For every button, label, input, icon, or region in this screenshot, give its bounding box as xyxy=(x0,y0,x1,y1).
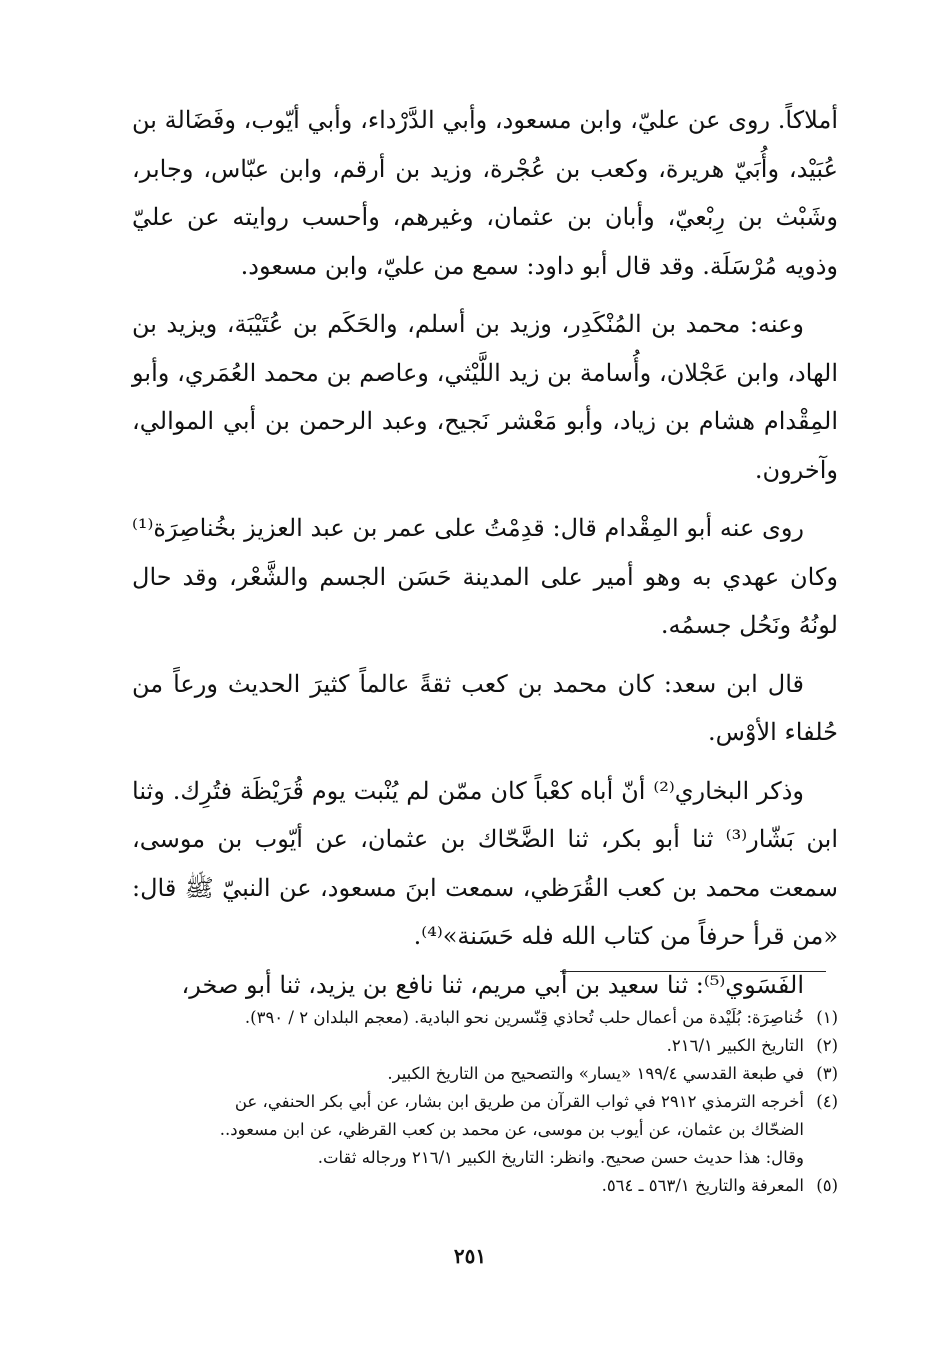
footnote-number: (١) xyxy=(816,1008,838,1027)
paragraph-ibn-saad: قال ابن سعد: كان محمد بن كعب ثقةً عالماً كثيرَ الحديث ورعاً من حُلفاء الأوْس. xyxy=(132,669,838,746)
page-number: ٢٥١ xyxy=(453,1244,487,1268)
footnote-5 xyxy=(132,1172,838,1200)
paragraph-abu-miqdam: روى عنه أبو المِقْدام قال: قدِمْتُ على عمر بن عبد العزيز بخُناصِرَة⁽¹⁾ وكان عهدي به وهو أمير على المدينة حَسَن الجسم والشَّعْر، وقد حال لونُهُ ونَحُل جسمُه. xyxy=(132,514,838,639)
footnote-line: الضحّاك بن عثمان، عن أيوب بن موسى، عن محمد بن كعب القرظي، عن ابن مسعود.. xyxy=(219,1120,804,1139)
footnote-number: (٢) xyxy=(816,1036,838,1055)
footnote-line: خُناصِرَة: بُلَيْدة من أعمال حلب تُحاذي قِنّسرين نحو البادية. (معجم البلدان ٢ / ٣٩٠). xyxy=(244,1008,804,1027)
paragraph-bukhari: وذكر البخاري⁽²⁾ أنّ أباه كعْباً كان ممّن لم يُنْبت يوم قُرَيْظَة فتُرِك. وثنا ابن بَشّار⁽³⁾ ثنا أبو بكر، ثنا الضَّحّاك بن عثمان، عن أيّوب بن موسى، سمعت محمد بن كعب القُرَظي، سمعت ابنَ مسعود، عن النبيّ ﷺ قال: «من قرأ حرفاً من كتاب الله فله حَسَنة»⁽⁴⁾. xyxy=(132,776,839,950)
footnote-line: التاريخ الكبير ٢١٦/١. xyxy=(666,1036,804,1055)
footnote-number: (٣) xyxy=(816,1064,838,1083)
footnote-2 xyxy=(132,1032,838,1060)
footnote-text xyxy=(132,1088,804,1172)
footnote-1 xyxy=(132,1004,838,1032)
footnote-text xyxy=(132,1060,804,1088)
footnote-line: وقال: هذا حديث حسن صحيح. وانظر: التاريخ الكبير ٢١٦/١ ورجاله ثقات. xyxy=(317,1148,804,1167)
footnote-line: المعرفة والتاريخ ٥٦٣/١ ـ ٥٦٤. xyxy=(601,1176,804,1195)
paragraph-fasawi: الفَسَوي⁽⁵⁾: ثنا سعيد بن أبي مريم، ثنا نافع بن يزيد، ثنا أبو صخر، xyxy=(181,970,804,999)
footnote-text xyxy=(132,1032,804,1060)
footnote-text xyxy=(132,1172,804,1200)
main-text xyxy=(132,96,838,1009)
footnote-line: أخرجه الترمذي ٢٩١٢ في ثواب القرآن من طريق ابن بشار، عن أبي بكر الحنفي، عن xyxy=(234,1092,804,1111)
paragraph-narrators-to: وعنه: محمد بن المُنْكَدِر، وزيد بن أسلم، والحَكَم بن عُتَيْبَة، ويزيد بن الهاد، وابن عَجْلان، وأُسامة بن زيد اللَّيْثي، وعاصم بن محمد العُمَري، وأبو المِقْدام هشام بن زياد، وأبو مَعْشر نَجيح، وعبد الرحمن بن أبي الموالي، وآخرون. xyxy=(132,310,838,484)
footnote-4 xyxy=(132,1088,838,1172)
footnotes xyxy=(132,1004,838,1200)
footnote-number: (٥) xyxy=(816,1176,838,1195)
footnote-line: في طبعة القدسي ١٩٩/٤ «يسار» والتصحيح من التاريخ الكبير. xyxy=(387,1064,804,1083)
footnote-text xyxy=(132,1004,804,1032)
paragraph-narrators-from: أملاكاً. روى عن عليّ، وابن مسعود، وأبي الدَّرْداء، وأبي أيّوب، وفَضَالة بن عُبَيْد، وأُبَيّ هريرة، وكعب بن عُجْرة، وزيد بن أرقم، وابن عبّاس، وجابر، وشَبْث بن رِبْعيّ، وأبان بن عثمان، وغيرهم، وأحسب روايته عن عليّ وذويه مُرْسَلَة. وقد قال أبو داود: سمع من عليّ، وابن مسعود. xyxy=(132,106,838,280)
footnote-number: (٤) xyxy=(816,1092,838,1111)
footnote-separator xyxy=(560,971,826,972)
footnote-3 xyxy=(132,1060,838,1088)
